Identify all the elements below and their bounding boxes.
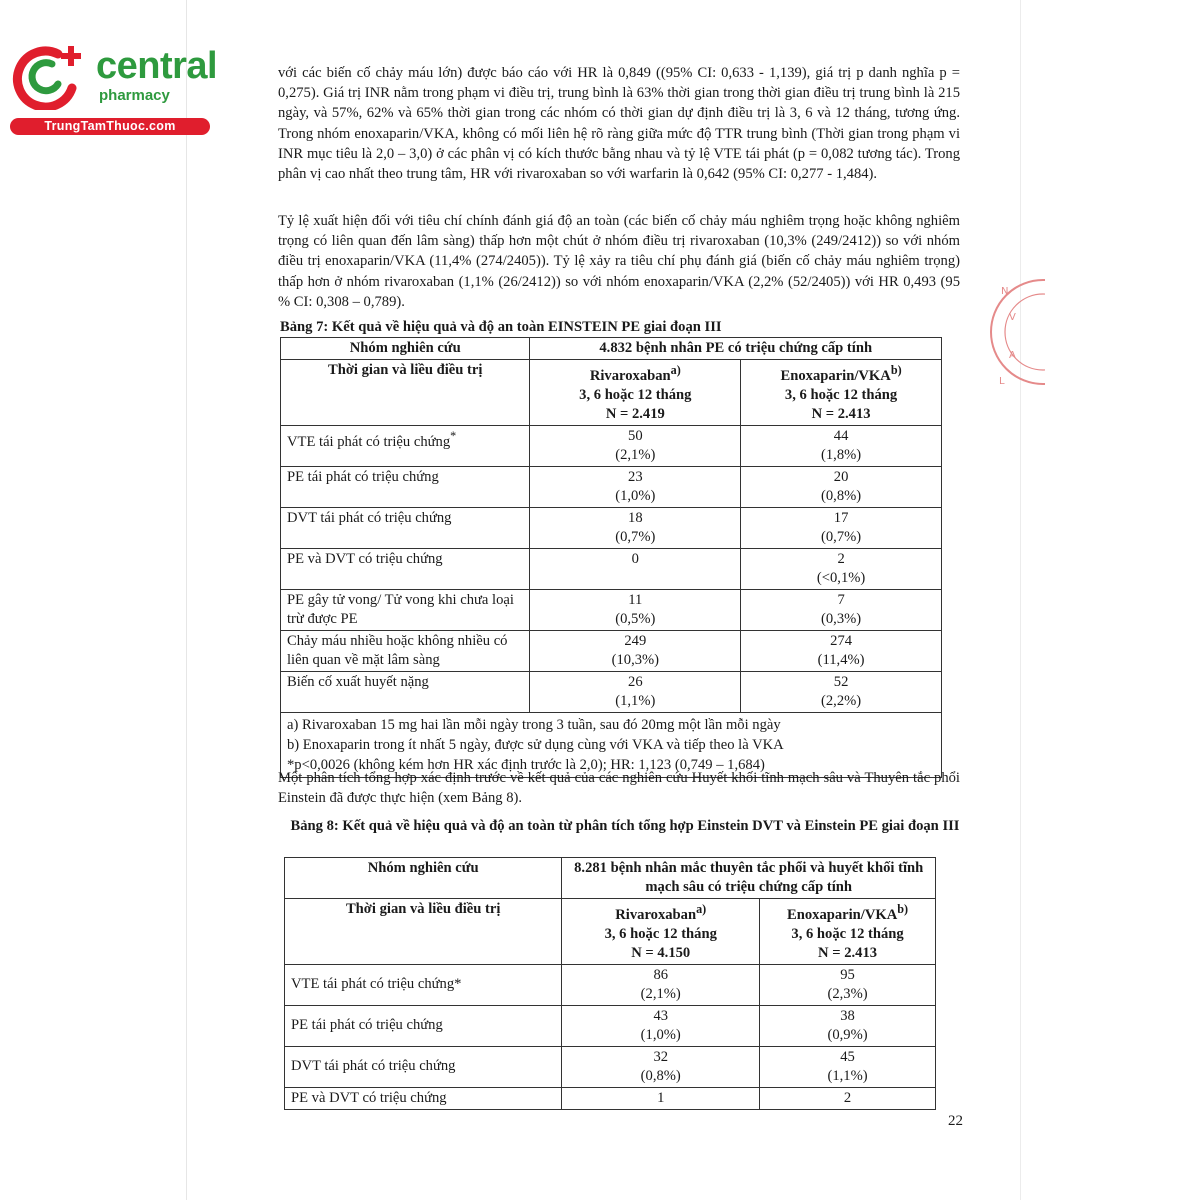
table8-caption: Bảng 8: Kết quả về hiệu quả và độ an toàn từ phân tích tổng hợp Einstein DVT và Einstein PE giai đoạn III — [290, 818, 960, 834]
cell-enoxaparin — [741, 466, 942, 507]
cell-enoxaparin — [760, 1005, 936, 1046]
paragraph-meta-analysis: Một phân tích tổng hợp xác định trước về kết quả của các nghiên cứu Huyết khối tĩnh mạch sâu và Thuyên tắc phổi Einstein đã được thực hiện (xem Bảng 8). — [278, 770, 960, 807]
cell-percent: (0,7%) — [821, 528, 862, 545]
cell-enoxaparin — [741, 507, 942, 548]
row-label: PE gây tử vong/ Tử vong khi chưa loại trừ được PE — [281, 589, 530, 630]
row-label: PE tái phát có triệu chứng — [281, 466, 530, 507]
note-a: a) Rivaroxaban 15 mg hai lần mỗi ngày trong 3 tuần, sau đó 20mg một lần mỗi ngày — [287, 716, 781, 733]
cell-percent: (1,0%) — [640, 1026, 681, 1043]
cell-enoxaparin — [741, 589, 942, 630]
table-header-row — [285, 858, 936, 899]
cell-enoxaparin — [741, 671, 942, 712]
cell-percent: (2,2%) — [821, 692, 862, 709]
cell-count: 52 — [833, 673, 849, 690]
svg-text:A: A — [1009, 350, 1016, 361]
header-duration-dose: Thời gian và liều điều trị — [285, 899, 562, 965]
cell-percent: (0,3%) — [821, 610, 862, 627]
table-row — [281, 425, 942, 466]
col-name: Enoxaparin/VKA — [787, 906, 898, 923]
table-header-row — [281, 360, 942, 426]
cell-count: 17 — [833, 509, 849, 526]
page-edge-right — [1020, 0, 1021, 1200]
cell-rivaroxaban — [562, 1005, 760, 1046]
row-label: PE và DVT có triệu chứng — [285, 1087, 562, 1109]
table7-caption: Bảng 7: Kết quả về hiệu quả và độ an toàn EINSTEIN PE giai đoạn III — [280, 319, 722, 335]
paragraph-efficacy-inr: với các biến cố chảy máu lớn) được báo cáo với HR là 0,849 ((95% CI: 0,633 - 1,139), giá trị p danh nghĩa p = 0,275). Giá trị INR nằm trong phạm vi điều trị, trung bình là 63% thời gian trong thời gian điều trị trung bình là 215 ngày, và 57%, 62% và 65% thời gian trong các nhóm có thời gian dự định điều trị là 3, 6 và 12 tháng, tương ứng. Trong nhóm enoxaparin/VKA, không có mối liên hệ rõ ràng giữa mức độ TTR trung bình (Thời gian trong phạm vi INR mục tiêu là 2,0 – 3,0) ở các phân vị có kích thước bằng nhau và tỷ lệ VTE tái phát (p = 0,082 tương tác). Trong phân vị cao nhất theo trung tâm, HR với rivaroxaban so với warfarin là 0,642 (95% CI: 0,277 - 1,484). — [278, 65, 960, 183]
cell-count: 0 — [631, 550, 639, 567]
note-b: b) Enoxaparin trong ít nhất 5 ngày, được sử dụng cùng với VKA và tiếp theo là VKA — [287, 736, 784, 753]
header-study-group: Nhóm nghiên cứu — [281, 338, 530, 360]
table-row — [285, 1087, 936, 1109]
cell-percent: (2,1%) — [615, 446, 656, 463]
cell-rivaroxaban — [562, 964, 760, 1005]
header-population: 8.281 bệnh nhân mắc thuyên tắc phổi và huyết khối tĩnh mạch sâu có triệu chứng cấp tính — [562, 858, 936, 899]
cell-rivaroxaban — [530, 425, 741, 466]
row-label — [281, 425, 530, 466]
cell-percent: (1,1%) — [615, 692, 656, 709]
cell-percent: (2,1%) — [640, 985, 681, 1002]
cell-count: 26 — [628, 673, 643, 690]
pharmacy-cross-icon — [10, 40, 90, 110]
cell-rivaroxaban — [530, 548, 741, 589]
col-name: Rivaroxaban — [589, 367, 671, 384]
row-label: DVT tái phát có triệu chứng — [285, 1046, 562, 1087]
cell-count: 38 — [840, 1007, 855, 1024]
logo-subtitle: pharmacy — [99, 87, 170, 104]
page-edge — [186, 0, 187, 1200]
col-n: N = 2.413 — [811, 405, 871, 422]
cell-count: 23 — [628, 468, 643, 485]
row-label-sup: * — [450, 428, 457, 443]
table-header-row — [285, 899, 936, 965]
header-rivaroxaban — [530, 360, 741, 426]
central-pharmacy-logo[interactable] — [10, 38, 218, 138]
cell-count: 18 — [628, 509, 643, 526]
cell-count: 274 — [830, 632, 853, 649]
table-row — [285, 964, 936, 1005]
cell-enoxaparin — [741, 630, 942, 671]
table-row — [281, 589, 942, 630]
row-label: PE và DVT có triệu chứng — [281, 548, 530, 589]
header-enoxaparin — [760, 899, 936, 965]
cell-rivaroxaban — [530, 466, 741, 507]
col-duration: 3, 6 hoặc 12 tháng — [791, 925, 904, 942]
cell-rivaroxaban — [530, 589, 741, 630]
table-row — [281, 548, 942, 589]
cell-count: 44 — [833, 427, 849, 444]
header-population: 4.832 bệnh nhân PE có triệu chứng cấp tính — [530, 338, 942, 360]
cell-count: 43 — [653, 1007, 669, 1024]
cell-rivaroxaban: 1 — [562, 1087, 760, 1109]
col-sup: a) — [670, 363, 681, 377]
cell-enoxaparin — [760, 964, 936, 1005]
col-n: N = 2.419 — [605, 405, 665, 422]
cell-percent: (10,3%) — [611, 651, 660, 668]
cell-rivaroxaban — [530, 630, 741, 671]
header-rivaroxaban — [562, 899, 760, 965]
row-label: Biến cố xuất huyết nặng — [281, 671, 530, 712]
col-duration: 3, 6 hoặc 12 tháng — [579, 386, 692, 403]
paragraph-safety: Tỷ lệ xuất hiện đối với tiêu chí chính đánh giá độ an toàn (các biến cố chảy máu nghiêm trọng hoặc không nghiêm trọng có liên quan đến lâm sàng) thấp hơn một chút ở nhóm điều trị rivaroxaban (10,3% (249/2412)) so với nhóm điều trị enoxaparin/VKA (11,4% (274/2405)). Tỷ lệ xảy ra tiêu chí phụ đánh giá (biến cố chảy máu nghiêm trọng) thấp hơn ở nhóm rivaroxaban (1,1% (26/2412)) so với nhóm enoxaparin/VKA (2,2% (52/2405)) với HR 0,493 (95 % CI: 0,308 – 0,789). — [278, 213, 960, 310]
col-n: N = 4.150 — [631, 944, 691, 961]
col-name: Rivaroxaban — [615, 906, 697, 923]
col-sup: a) — [696, 902, 707, 916]
cell-rivaroxaban — [530, 671, 741, 712]
cell-enoxaparin — [760, 1046, 936, 1087]
cell-percent: (0,5%) — [615, 610, 656, 627]
svg-text:V: V — [1009, 312, 1016, 323]
cell-rivaroxaban — [562, 1046, 760, 1087]
cell-percent: (0,7%) — [615, 528, 656, 545]
cell-enoxaparin — [741, 425, 942, 466]
header-enoxaparin — [741, 360, 942, 426]
col-sup: b) — [897, 902, 909, 916]
cell-count: 95 — [840, 966, 855, 983]
table7 — [280, 337, 942, 778]
logo-name: central — [96, 45, 218, 87]
cell-enoxaparin: 2 — [760, 1087, 936, 1109]
cell-enoxaparin — [741, 548, 942, 589]
row-label: VTE tái phát có triệu chứng* — [285, 964, 562, 1005]
logo-site-url[interactable]: TrungTamThuoc.com — [10, 118, 210, 135]
cell-count: 20 — [833, 468, 849, 485]
cell-percent: (1,1%) — [827, 1067, 868, 1084]
cell-count: 7 — [837, 591, 845, 608]
svg-text:L: L — [999, 376, 1005, 387]
cell-percent: (1,0%) — [615, 487, 656, 504]
table-row — [281, 671, 942, 712]
col-duration: 3, 6 hoặc 12 tháng — [604, 925, 717, 942]
table-row — [281, 466, 942, 507]
cell-count: 249 — [624, 632, 647, 649]
cell-count: 32 — [653, 1048, 669, 1065]
cell-percent: (1,8%) — [821, 446, 862, 463]
table8 — [284, 857, 936, 1110]
table-row — [281, 507, 942, 548]
header-study-group: Nhóm nghiên cứu — [285, 858, 562, 899]
table-row — [281, 630, 942, 671]
col-n: N = 2.413 — [818, 944, 878, 961]
cell-percent: (0,8%) — [821, 487, 862, 504]
row-label: DVT tái phát có triệu chứng — [281, 507, 530, 548]
note-star: *p<0,0026 (không kém hơn HR xác định trước là 2,0); HR: 1,123 (0,749 – 1,684) — [287, 756, 765, 773]
table-row — [285, 1005, 936, 1046]
col-duration: 3, 6 hoặc 12 tháng — [784, 386, 898, 403]
cell-percent: (11,4%) — [817, 651, 865, 668]
cell-count: 50 — [628, 427, 643, 444]
cell-percent: (0,9%) — [827, 1026, 868, 1043]
col-sup: b) — [890, 363, 902, 377]
cell-count: 11 — [628, 591, 643, 608]
table-row — [285, 1046, 936, 1087]
row-label-text: VTE tái phát có triệu chứng — [287, 433, 451, 450]
cell-percent: (2,3%) — [827, 985, 868, 1002]
header-duration-dose: Thời gian và liều điều trị — [281, 360, 530, 426]
row-label: Chảy máu nhiều hoặc không nhiều có liên quan về mặt lâm sàng — [281, 630, 530, 671]
svg-text:N: N — [1001, 286, 1009, 297]
page-number: 22 — [948, 1113, 963, 1129]
cell-count: 45 — [840, 1048, 855, 1065]
cell-count: 2 — [837, 550, 845, 567]
table-header-row — [281, 338, 942, 360]
cell-percent: (0,8%) — [640, 1067, 681, 1084]
stamp-seal-icon — [985, 262, 1045, 402]
cell-rivaroxaban — [530, 507, 741, 548]
cell-count: 86 — [653, 966, 669, 983]
row-label: PE tái phát có triệu chứng — [285, 1005, 562, 1046]
col-name: Enoxaparin/VKA — [780, 367, 891, 384]
cell-percent: (<0,1%) — [816, 569, 866, 586]
